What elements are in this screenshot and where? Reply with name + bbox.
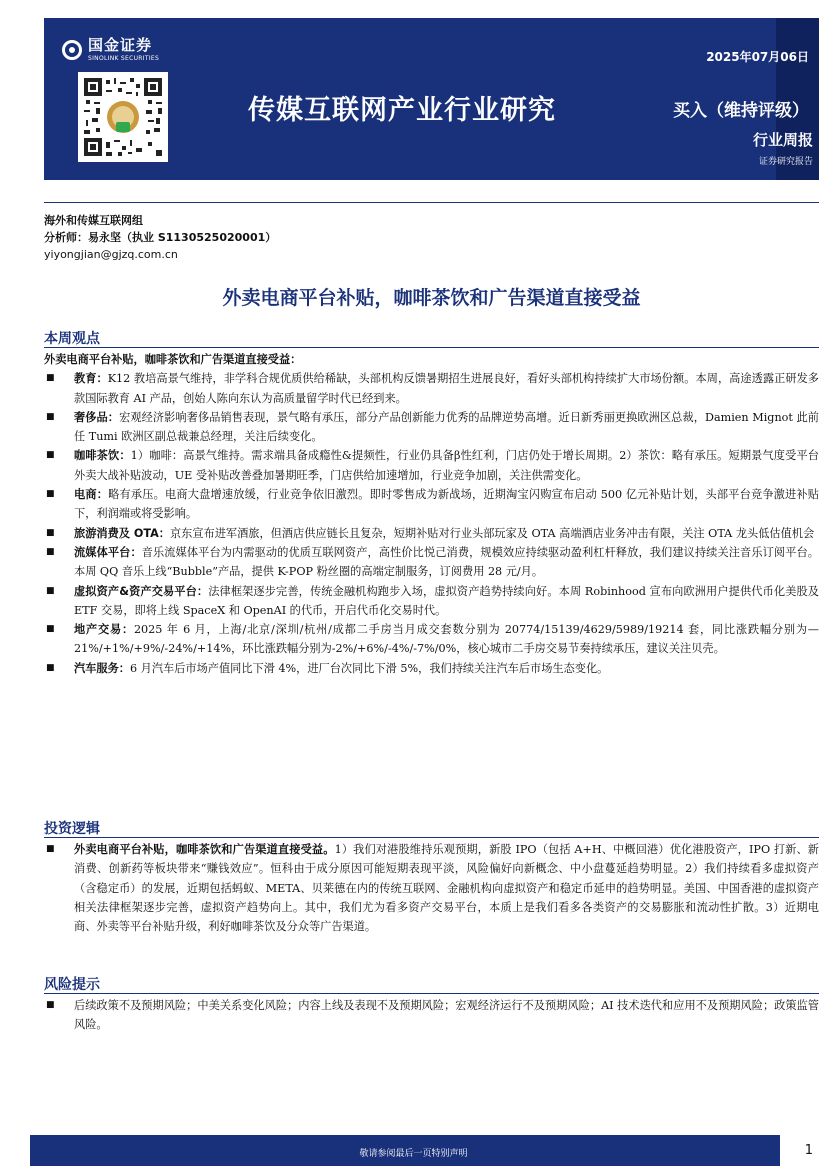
list-item [44,408,819,447]
company-logo [62,38,159,62]
list-item [44,582,819,621]
section-rule [44,347,819,348]
bullet-icon: ■ [46,411,55,422]
logo-cn: 国金证券 [88,36,153,54]
section-investment-logic [44,840,819,936]
rating-badge: 买入（维持评级） [673,101,809,121]
item-text: 1）咖啡：高景气维持。需求端具备成瘾性&提频性，行业仍具备β性红利，门店仍处于增长周期。2）茶饮：略有承压。短期景气度受平台外卖大战补贴波动，UE 受补贴改善叠加暑期旺季，门店供给加速增加，行业竞争加剧，关注供需变化。 [74,449,819,482]
section-lead: 外卖电商平台补贴，咖啡茶饮和广告渠道直接受益： [44,353,302,366]
report-title: 传媒互联网产业行业研究 [248,95,556,126]
section-weekly-view [44,350,819,678]
item-heading: 外卖电商平台补贴，咖啡茶饮和广告渠道直接受益。 [74,843,335,856]
item-text: 宏观经济影响奢侈品销售表现，景气略有承压，部分产品创新能力优秀的品牌逆势高增。近日新秀丽更换欧洲区总裁，Damien Mignot 此前任 Tumi 欧洲区副总裁兼总经理，关注后续变化。 [74,410,819,444]
item-heading: 电商： [74,488,109,502]
research-group: 海外和传媒互联网组 [44,214,143,227]
footer-note: 敬请参阅最后一页特别声明 [359,1149,468,1159]
qr-code-icon [82,76,164,158]
report-type: 行业周报 [752,131,813,149]
list-item [44,620,819,659]
section-risk [44,996,819,1035]
item-text: 略有承压。电商大盘增速放缓，行业竞争依旧激烈。即时零售成为新战场，近期淘宝闪购宣布启动 500 亿元补贴计划，头部平台竞争激进补贴下，利润端或将受影响。 [74,488,819,521]
bullet-icon: ■ [46,585,55,596]
item-text: 法律框架逐步完善，传统金融机构跑步入场，虚拟资产趋势持续向好。本周 Robinhood 宣布向欧洲用户提供代币化美股及 ETF 交易，即将上线 SpaceX 和 OpenAI 的代币，开启代币化交易时代。 [74,584,819,617]
logo-en: SINOLINK SECURITIES [88,55,160,62]
bullet-icon: ■ [46,662,55,673]
item-heading: 咖啡茶饮： [74,449,131,463]
item-heading: 虚拟资产&资产交易平台： [74,584,209,598]
list-item [44,446,819,485]
section-rule [44,993,819,994]
list-item [44,659,819,678]
bullet-icon: ■ [46,1000,55,1010]
item-text: 音乐流媒体平台为内需驱动的优质互联网资产，高性价比悦己消费，规模效应持续驱动盈利杠杆释放，我们建议持续关注音乐订阅平台。本周 QQ 音乐上线“Bubble”产品，提供 K-POP 粉丝圈的高端定制服务，订阅费用 28 元/月。 [74,545,819,579]
item-text: 2025 年 6 月，上海/北京/深圳/杭州/成都二手房当月成交套数分别为 20774/15139/4629/5989/19214 套，同比涨跌幅分别为—21%/+1%/+9%/-24%/+14%，环比涨跌幅分别为-2%/+6%/-4%/-7%/0%，核心城市二手房交易节奏持续承压，建议关注贝壳。 [74,623,819,656]
list-item [44,485,819,524]
item-heading: 教育： [74,372,108,386]
bullet-icon: ■ [46,624,55,635]
item-text: 1）我们对港股维持乐观预期，新股 IPO（包括 A+H、中概回港）优化港股资产，IPO 打新、新消费、创新药等板块带来“赚钱效应”。恒科由于成分原因可能短期表现平淡，风险偏好向新概念、中小盘蔓延趋势明显。2）我们持续看多虚拟资产（含稳定币）的发展，近期包括蚂蚁、META、贝莱德在内的传统互联网、金融机构向虚拟资产和稳定币延申的趋势明显。美国、中国香港的虚拟资产相关法律框架逐步完善，虚拟资产趋势向上。其中，我们尤为看多资产交易平台，本质上是我们看多各类资产的交易膨胀和流动性扩散。3）近期电商、外卖等平台补贴升级，利好咖啡茶饮及分众等广告渠道。 [74,843,819,934]
item-text: 后续政策不及预期风险；中美关系变化风险；内容上线及表现不及预期风险；宏观经济运行不及预期风险；AI 技术迭代和应用不及预期风险；政策监管风险。 [74,999,819,1032]
bullet-icon: ■ [46,489,55,500]
item-text: 京东宣布进军酒旅，但酒店供应链长且复杂，短期补贴对行业头部玩家及 OTA 高端酒店业务冲击有限，关注 OTA 龙头低估值机会 [169,526,815,540]
item-heading: 流媒体平台： [74,545,142,559]
report-subtitle: 证券研究报告 [758,157,813,167]
logo-icon [62,40,82,60]
list-item [44,996,819,1035]
headline: 外卖电商平台补贴，咖啡茶饮和广告渠道直接受益 [222,287,641,309]
list-item [44,543,819,582]
item-text: K12 教培高景气维持，非学科合规优质供给稀缺，头部机构反馈暑期招生进展良好，看好头部机构持续扩大市场份额。本周，高途透露正研发多款国际教育 AI 产品，创始人陈向东认为高质量留学时代已经到来。 [74,372,819,405]
author-block [44,212,276,263]
page-number: 1 [804,1143,813,1158]
analyst-line: 分析师：易永坚（执业 S1130525020001） [44,231,277,244]
item-text: 6 月汽车后市场产值同比下滑 4%，进厂台次同比下滑 5%，我们持续关注汽车后市场生态变化。 [129,661,609,675]
header-divider [44,202,819,203]
list-item [44,524,819,543]
item-heading: 地产交易： [74,623,134,637]
bullet-icon: ■ [46,373,55,384]
bullet-icon: ■ [46,844,55,854]
section-title-weekly-view: 本周观点 [44,331,100,347]
item-heading: 旅游消费及 OTA： [74,526,170,540]
list-item [44,369,819,408]
report-date: 2025年07月06日 [706,50,809,64]
section-title-risk: 风险提示 [44,977,100,993]
item-heading: 奢侈品： [74,410,120,424]
item-heading: 汽车服务： [74,661,130,675]
bullet-icon: ■ [46,450,55,461]
bullet-icon: ■ [46,527,55,538]
bullet-icon: ■ [46,546,55,557]
section-title-investment-logic: 投资逻辑 [44,821,100,837]
analyst-email[interactable]: yiyongjian@gjzq.com.cn [44,248,178,261]
qr-code [78,72,168,162]
list-item [44,840,819,936]
section-rule [44,837,819,838]
